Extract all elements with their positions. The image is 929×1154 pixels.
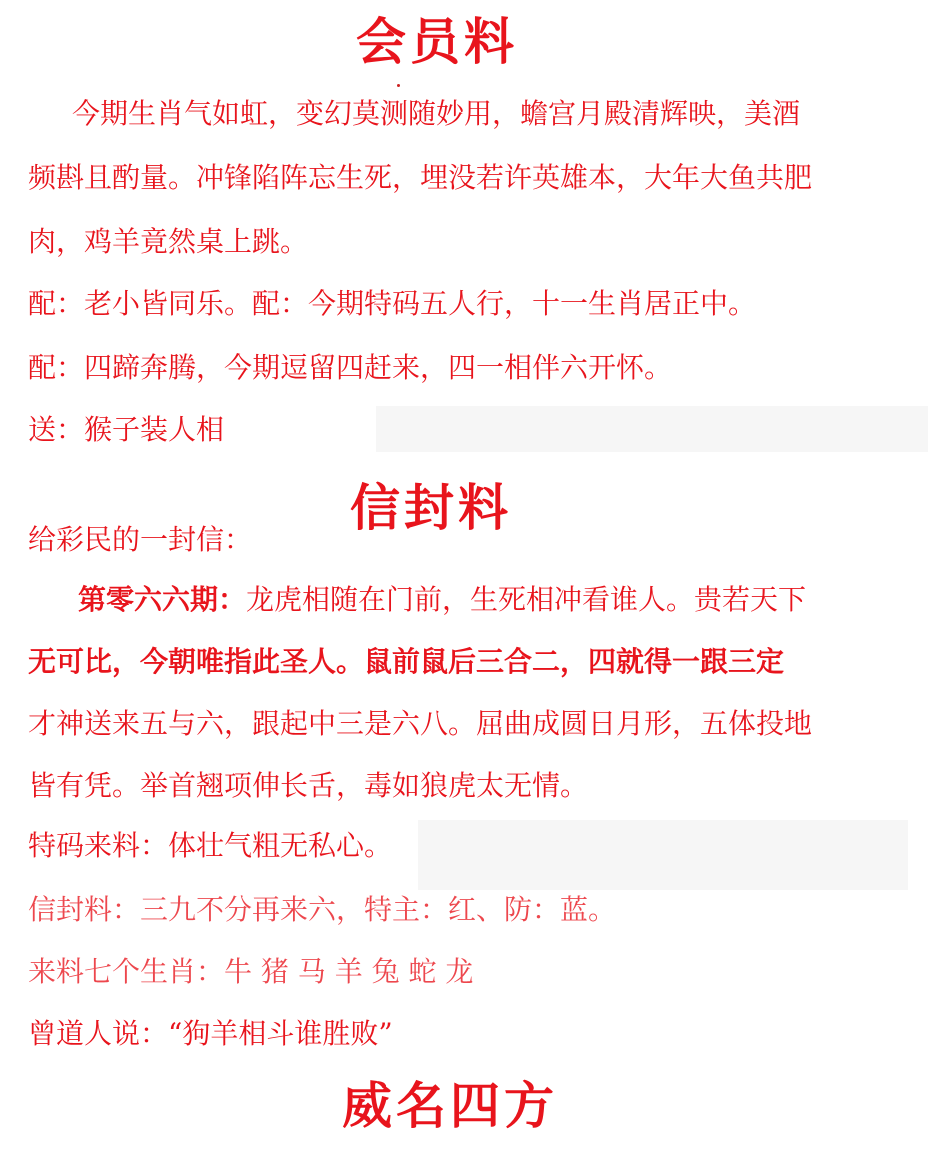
letter-section-title: 信封料 [350, 478, 512, 537]
letter-line-3: 才神送来五与六，跟起中三是六八。屈曲成圆日月形，五体投地 [28, 707, 813, 740]
scan-patch-2 [418, 820, 908, 890]
seven-zodiac-line: 来料七个生肖：牛 猪 马 羊 兔 蛇 龙 [28, 955, 474, 988]
member-poem-line-3: 肉，鸡羊竟然桌上跳。 [28, 225, 309, 258]
issue-label: 第零六六期： [78, 583, 247, 616]
speck [397, 84, 400, 87]
taoist-saying-line: 曾道人说：“狗羊相斗谁胜败” [28, 1017, 393, 1050]
special-code-line: 特码来料：体壮气粗无私心。 [28, 829, 393, 862]
scan-patch [376, 406, 928, 452]
member-poem-line-2: 频斟且酌量。冲锋陷阵忘生死，埋没若许英雄本，大年大鱼共肥 [28, 161, 813, 194]
letter-line-1-rest: 龙虎相随在门前，生死相冲看谁人。贵若天下 [246, 583, 807, 616]
member-section-title: 会员料 [356, 12, 518, 71]
member-poem-line-1: 今期生肖气如虹，变幻莫测随妙用，蟾宫月殿清辉映，美酒 [72, 97, 801, 130]
envelope-line: 信封料：三九不分再来六，特主：红、防：蓝。 [28, 893, 617, 926]
member-song: 送：猴子装人相 [28, 413, 225, 446]
letter-line-2: 无可比，今朝唯指此圣人。鼠前鼠后三合二，四就得一跟三定 [28, 645, 785, 678]
prestige-section-title: 威名四方 [342, 1076, 558, 1135]
letter-greeting: 给彩民的一封信： [28, 523, 253, 556]
letter-line-4: 皆有凭。举首翘项伸长舌，毒如狼虎太无情。 [28, 769, 589, 802]
member-pei-2: 配：四蹄奔腾，今期逗留四赶来，四一相伴六开怀。 [28, 351, 673, 384]
letter-line-1 [78, 582, 806, 618]
member-pei-1: 配：老小皆同乐。配：今期特码五人行，十一生肖居正中。 [28, 287, 757, 320]
